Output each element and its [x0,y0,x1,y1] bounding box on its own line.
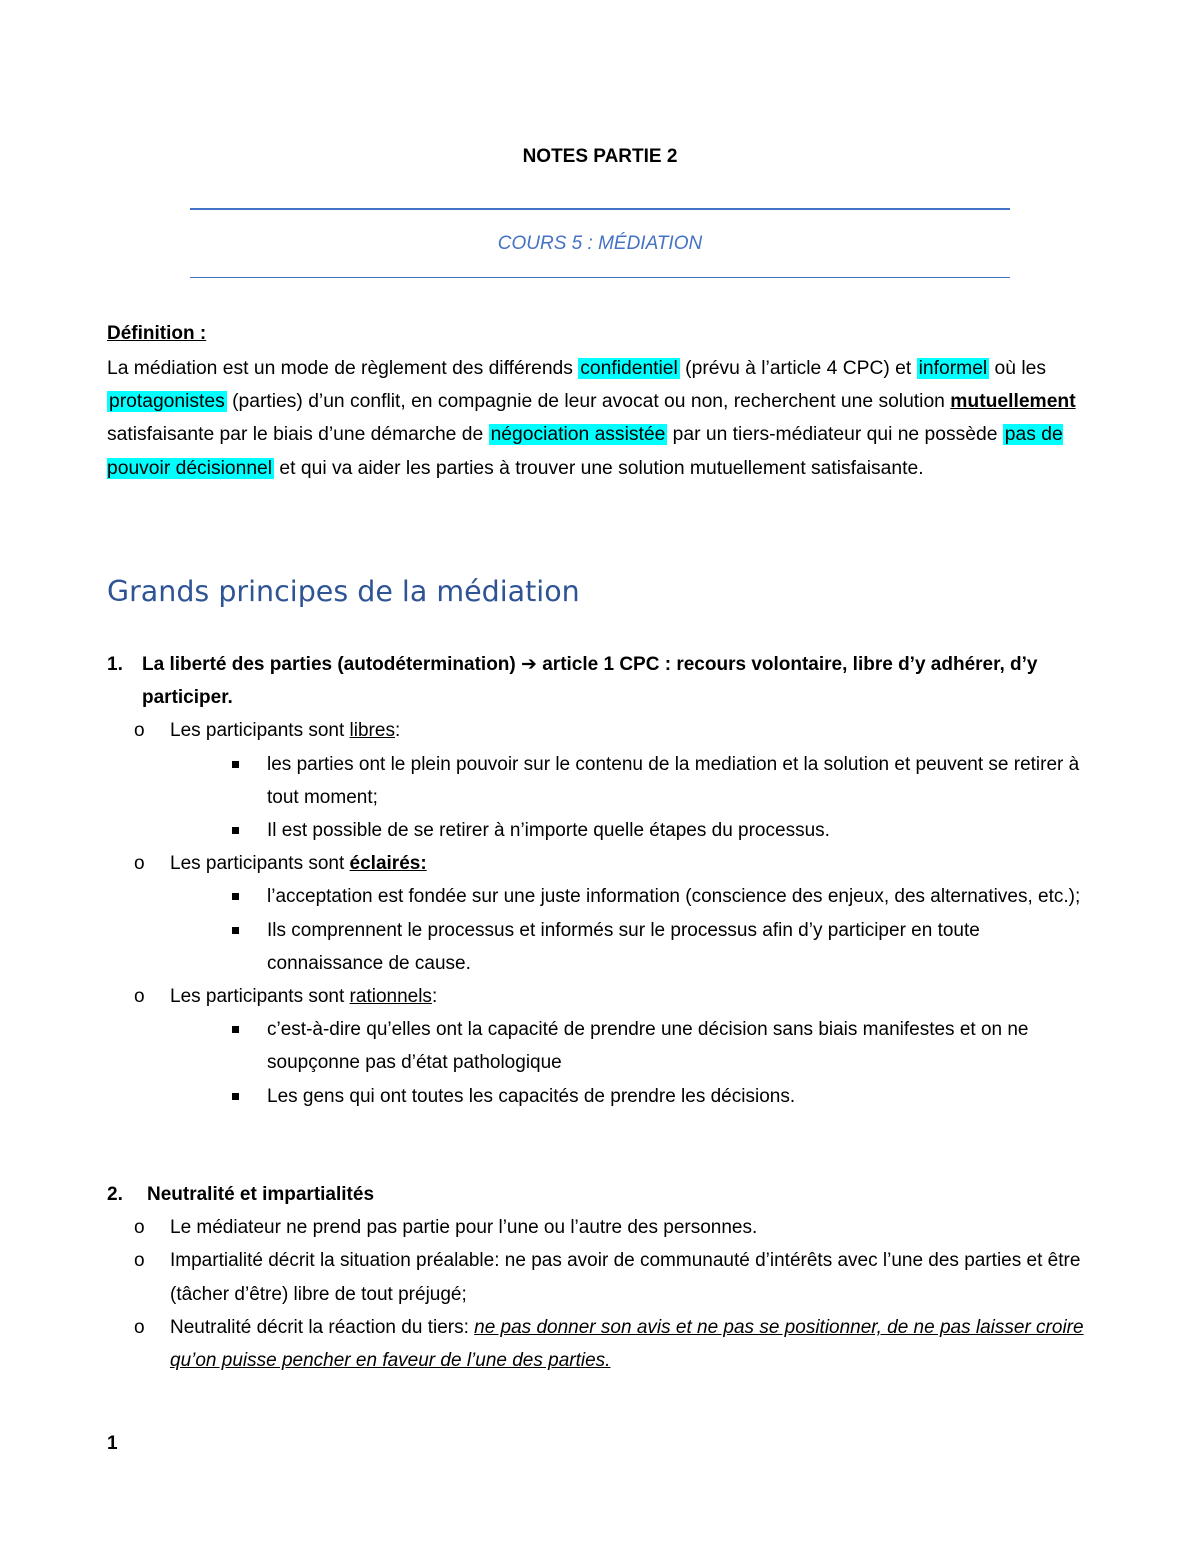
list-item [0,1244,1200,1310]
sub-text: : [394,720,401,742]
principle-1 [0,648,1200,1113]
definition-heading: Définition : [107,323,207,344]
page-title: NOTES PARTIE 2 [522,146,678,167]
sub-text: Impartialité décrit la situation préalable: ne pas avoir de communauté d’intérêts avec l’une des parties et être (tâcher d’être) libre de tout préjugé; [170,1250,1081,1305]
sub-item-text: l’acceptation est fondée sur une juste information (conscience des enjeux, des alternatives, etc.); [267,886,1081,908]
circle-bullet-icon: o [134,1217,145,1239]
definition-text: La médiation est un mode de règlement des différends [107,358,579,379]
highlight-informel: informel [918,358,988,379]
course-title: COURS 5 : MÉDIATION [497,233,703,254]
list-item [0,880,1200,913]
sub-text: Le médiateur ne prend pas partie pour l’une ou l’autre des personnes. [170,1217,758,1239]
title-text: article 1 CPC : recours volontaire, libre d’y adhérer, d’y participer. [142,654,1038,709]
definition-text: et qui va aider les parties à trouver une solution mutuellement satisfaisante. [274,457,924,479]
sub-text: Les participants sont [170,986,350,1008]
list-number: 2. [107,1184,123,1205]
sub-item-text: Les gens qui ont toutes les capacités de prendre les décisions. [267,1085,796,1107]
square-bullet-icon [232,1026,239,1033]
sub-item-text: c’est-à-dire qu’elles ont la capacité de prendre une décision sans biais manifestes et on ne soupçonne pas d’état pathologique [267,1019,1029,1074]
square-bullet-icon [232,1093,239,1100]
list-item [0,1080,1200,1113]
list-item [0,1311,1200,1377]
square-bullet-icon [232,927,239,934]
square-bullet-icon [232,827,239,834]
definition-text: (parties) d’un conflit, en compagnie de leur avocat ou non, recherchent une solution [226,391,951,413]
underlined-eclaires: éclairés: [349,853,427,875]
list-item [0,914,1200,980]
definition-text: (prévu à l’article 4 CPC) et [679,358,917,379]
definition-paragraph [107,352,1097,485]
list-item [0,814,1200,847]
section-heading: Grands principes de la médiation [107,575,580,608]
list-item [0,980,1200,1013]
list-item [0,648,1200,714]
sub-text: Les participants sont [170,853,350,875]
definition-text: où les [989,358,1047,379]
circle-bullet-icon: o [134,1250,145,1272]
highlight-pouvoir: pas de pouvoir décisionnel [107,424,1063,479]
principle-2-title: Neutralité et impartialités [147,1184,375,1205]
circle-bullet-icon: o [134,1316,145,1338]
definition-text: satisfaisante par le biais d’une démarche de [107,424,489,446]
top-rule [190,208,1010,210]
sub-item-text: les parties ont le plein pouvoir sur le contenu de la mediation et la solution et peuvent se retirer à tout moment; [267,753,1080,808]
principle-2 [0,1178,1200,1377]
title-text: La liberté des parties (autodétermination) [142,654,522,675]
principle-1-title [0,648,1092,714]
list-item [0,1178,1200,1211]
page-number: 1 [107,1433,118,1454]
sub-item-text: Ils comprennent le processus et informés sur le processus afin d’y participer en toute connaissance de cause. [267,919,980,974]
highlight-confidentiel: confidentiel [580,358,678,379]
circle-bullet-icon: o [134,986,145,1008]
emphasized-text: ne pas donner son avis et ne pas se positionner, de ne pas laisser croire qu’on puisse pencher en faveur de l’une des parties. [170,1316,1084,1372]
underlined-mutuellement: mutuellement [950,391,1076,413]
sub-item-text: Il est possible de se retirer à n’importe quelle étapes du processus. [267,820,830,842]
arrow-right-icon: ➔ [521,654,537,675]
list-item [0,1211,1200,1244]
list-item [0,714,1200,747]
list-item [0,847,1200,880]
square-bullet-icon [232,761,239,768]
sub-text: : [431,986,438,1008]
circle-bullet-icon: o [134,720,145,742]
highlight-negociation: négociation assistée [490,424,666,446]
square-bullet-icon [232,893,239,900]
circle-bullet-icon: o [134,853,145,875]
list-number: 1. [107,654,123,675]
sub-text: Les participants sont [170,720,350,742]
underlined-libres: libres [349,720,395,742]
list-item [0,1013,1200,1079]
highlight-protagonistes: protagonistes [109,391,225,413]
list-item [0,748,1200,814]
bottom-rule [190,277,1010,278]
sub-text: Neutralité décrit la réaction du tiers: [170,1316,475,1338]
underlined-rationnels: rationnels [349,986,432,1008]
definition-text: par un tiers-médiateur qui ne possède [667,424,1003,446]
